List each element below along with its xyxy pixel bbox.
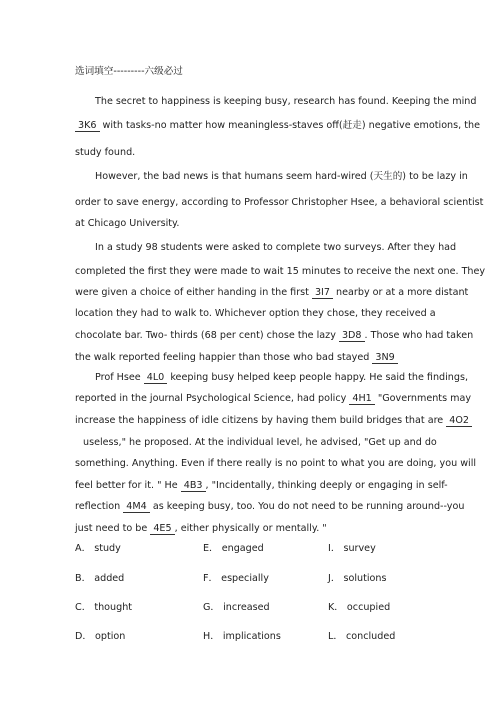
option-item: F． especially xyxy=(203,573,269,584)
option-item: G． increased xyxy=(203,602,270,613)
line-text: useless," he proposed. At the individual Ievel, he advised, "Get up and do xyxy=(83,437,437,448)
line-text: the walk reported feeling happier than those who bad stayed xyxy=(75,352,373,363)
passage-line xyxy=(75,197,483,209)
line-text: Prof Hsee xyxy=(95,372,144,383)
option-item: A． study xyxy=(75,543,121,554)
answer-blank: 3I7 xyxy=(312,287,333,299)
passage-line xyxy=(95,242,456,254)
line-text: However, the bad news is that humans seem hard-wired (天生的) to be lazy in xyxy=(95,171,468,182)
passage-line xyxy=(75,147,135,159)
passage-line xyxy=(75,287,468,299)
line-text: at Chicago University. xyxy=(75,218,180,229)
line-text: chocolate bar. Two- thirds (68 per cent) chose the lazy xyxy=(75,330,339,341)
line-text: order to save energy, according to Professor Christopher Hsee, a behavioral scientist xyxy=(75,197,484,208)
answer-blank: 4H1 xyxy=(349,393,374,405)
line-text: with tasks-no matter how meaningless-staves off(赶走) negative emotions, the xyxy=(99,120,480,131)
answer-blank: 3N9 xyxy=(372,352,397,364)
passage-line xyxy=(75,120,480,132)
option-item: J． solutions xyxy=(328,573,387,584)
answer-blank: 4B3 xyxy=(181,480,206,492)
line-text: keeping busy helped keep people happy. He said the findings, xyxy=(167,372,469,383)
line-text: , either physically or mentally. " xyxy=(174,523,327,534)
passage-line xyxy=(95,96,476,108)
option-item: L． concluded xyxy=(328,631,396,642)
passage-line xyxy=(75,415,472,427)
passage-line xyxy=(75,352,398,364)
answer-blank: 3K6 xyxy=(75,120,100,132)
line-text: were given a choice of either handing in the first xyxy=(75,287,312,298)
answer-blank: 4O2 xyxy=(446,415,472,427)
line-text: location they had to walk to. Whichever option they chose, they received a xyxy=(75,308,436,319)
line-text: completed the first they were made to wait 15 minutes to receive the next one. They xyxy=(75,266,486,277)
option-item: D． option xyxy=(75,631,126,642)
option-item: E． engaged xyxy=(203,543,264,554)
option-item: I． survey xyxy=(328,543,376,554)
line-text: increase the happiness of idle citizens by having them build bridges that are xyxy=(75,415,447,426)
line-text: something. Anything. Even if there really is no point to what you are doing, you will xyxy=(75,458,477,469)
document-heading: 选词填空---------六级必过 xyxy=(75,66,183,77)
answer-blank: 4M4 xyxy=(123,501,150,513)
line-text: reflection xyxy=(75,501,124,512)
passage-line xyxy=(75,266,485,278)
passage-line xyxy=(75,458,476,470)
passage-line xyxy=(75,523,327,535)
passage-line xyxy=(83,437,437,449)
passage-line xyxy=(75,480,448,492)
answer-blank: 3D8 xyxy=(339,330,365,342)
passage-line xyxy=(95,372,468,384)
line-text: The secret to happiness is keeping busy, research has found. Keeping the mind xyxy=(95,96,477,107)
line-text: nearby or at a more distant xyxy=(333,287,469,298)
option-item: K． occupied xyxy=(328,602,391,613)
answer-blank: 4L0 xyxy=(144,372,168,384)
passage-line xyxy=(75,330,473,342)
option-item: H． implications xyxy=(203,631,281,642)
line-text: reported in the journal Psychological Science, had policy xyxy=(75,393,350,404)
passage-line xyxy=(75,393,471,405)
line-text: "Governments may xyxy=(374,393,472,404)
passage-line xyxy=(75,501,464,513)
line-text: feel better for it. " He xyxy=(75,480,181,491)
option-item: C． thought xyxy=(75,602,133,613)
line-text: as keeping busy, too. You do not need to be running around--you xyxy=(149,501,465,512)
passage-line xyxy=(95,171,468,183)
answer-blank: 4E5 xyxy=(150,523,174,535)
line-text: , "Incidentally, thinking deeply or engaging in self- xyxy=(205,480,448,491)
line-text: . Those who had taken xyxy=(364,330,474,341)
option-item: B． added xyxy=(75,573,125,584)
passage-line xyxy=(75,218,179,230)
line-text: In a study 98 students were asked to complete two surveys. After they had xyxy=(95,242,457,253)
line-text: study found. xyxy=(75,147,136,158)
line-text: just need to be xyxy=(75,523,151,534)
passage-line xyxy=(75,308,436,320)
